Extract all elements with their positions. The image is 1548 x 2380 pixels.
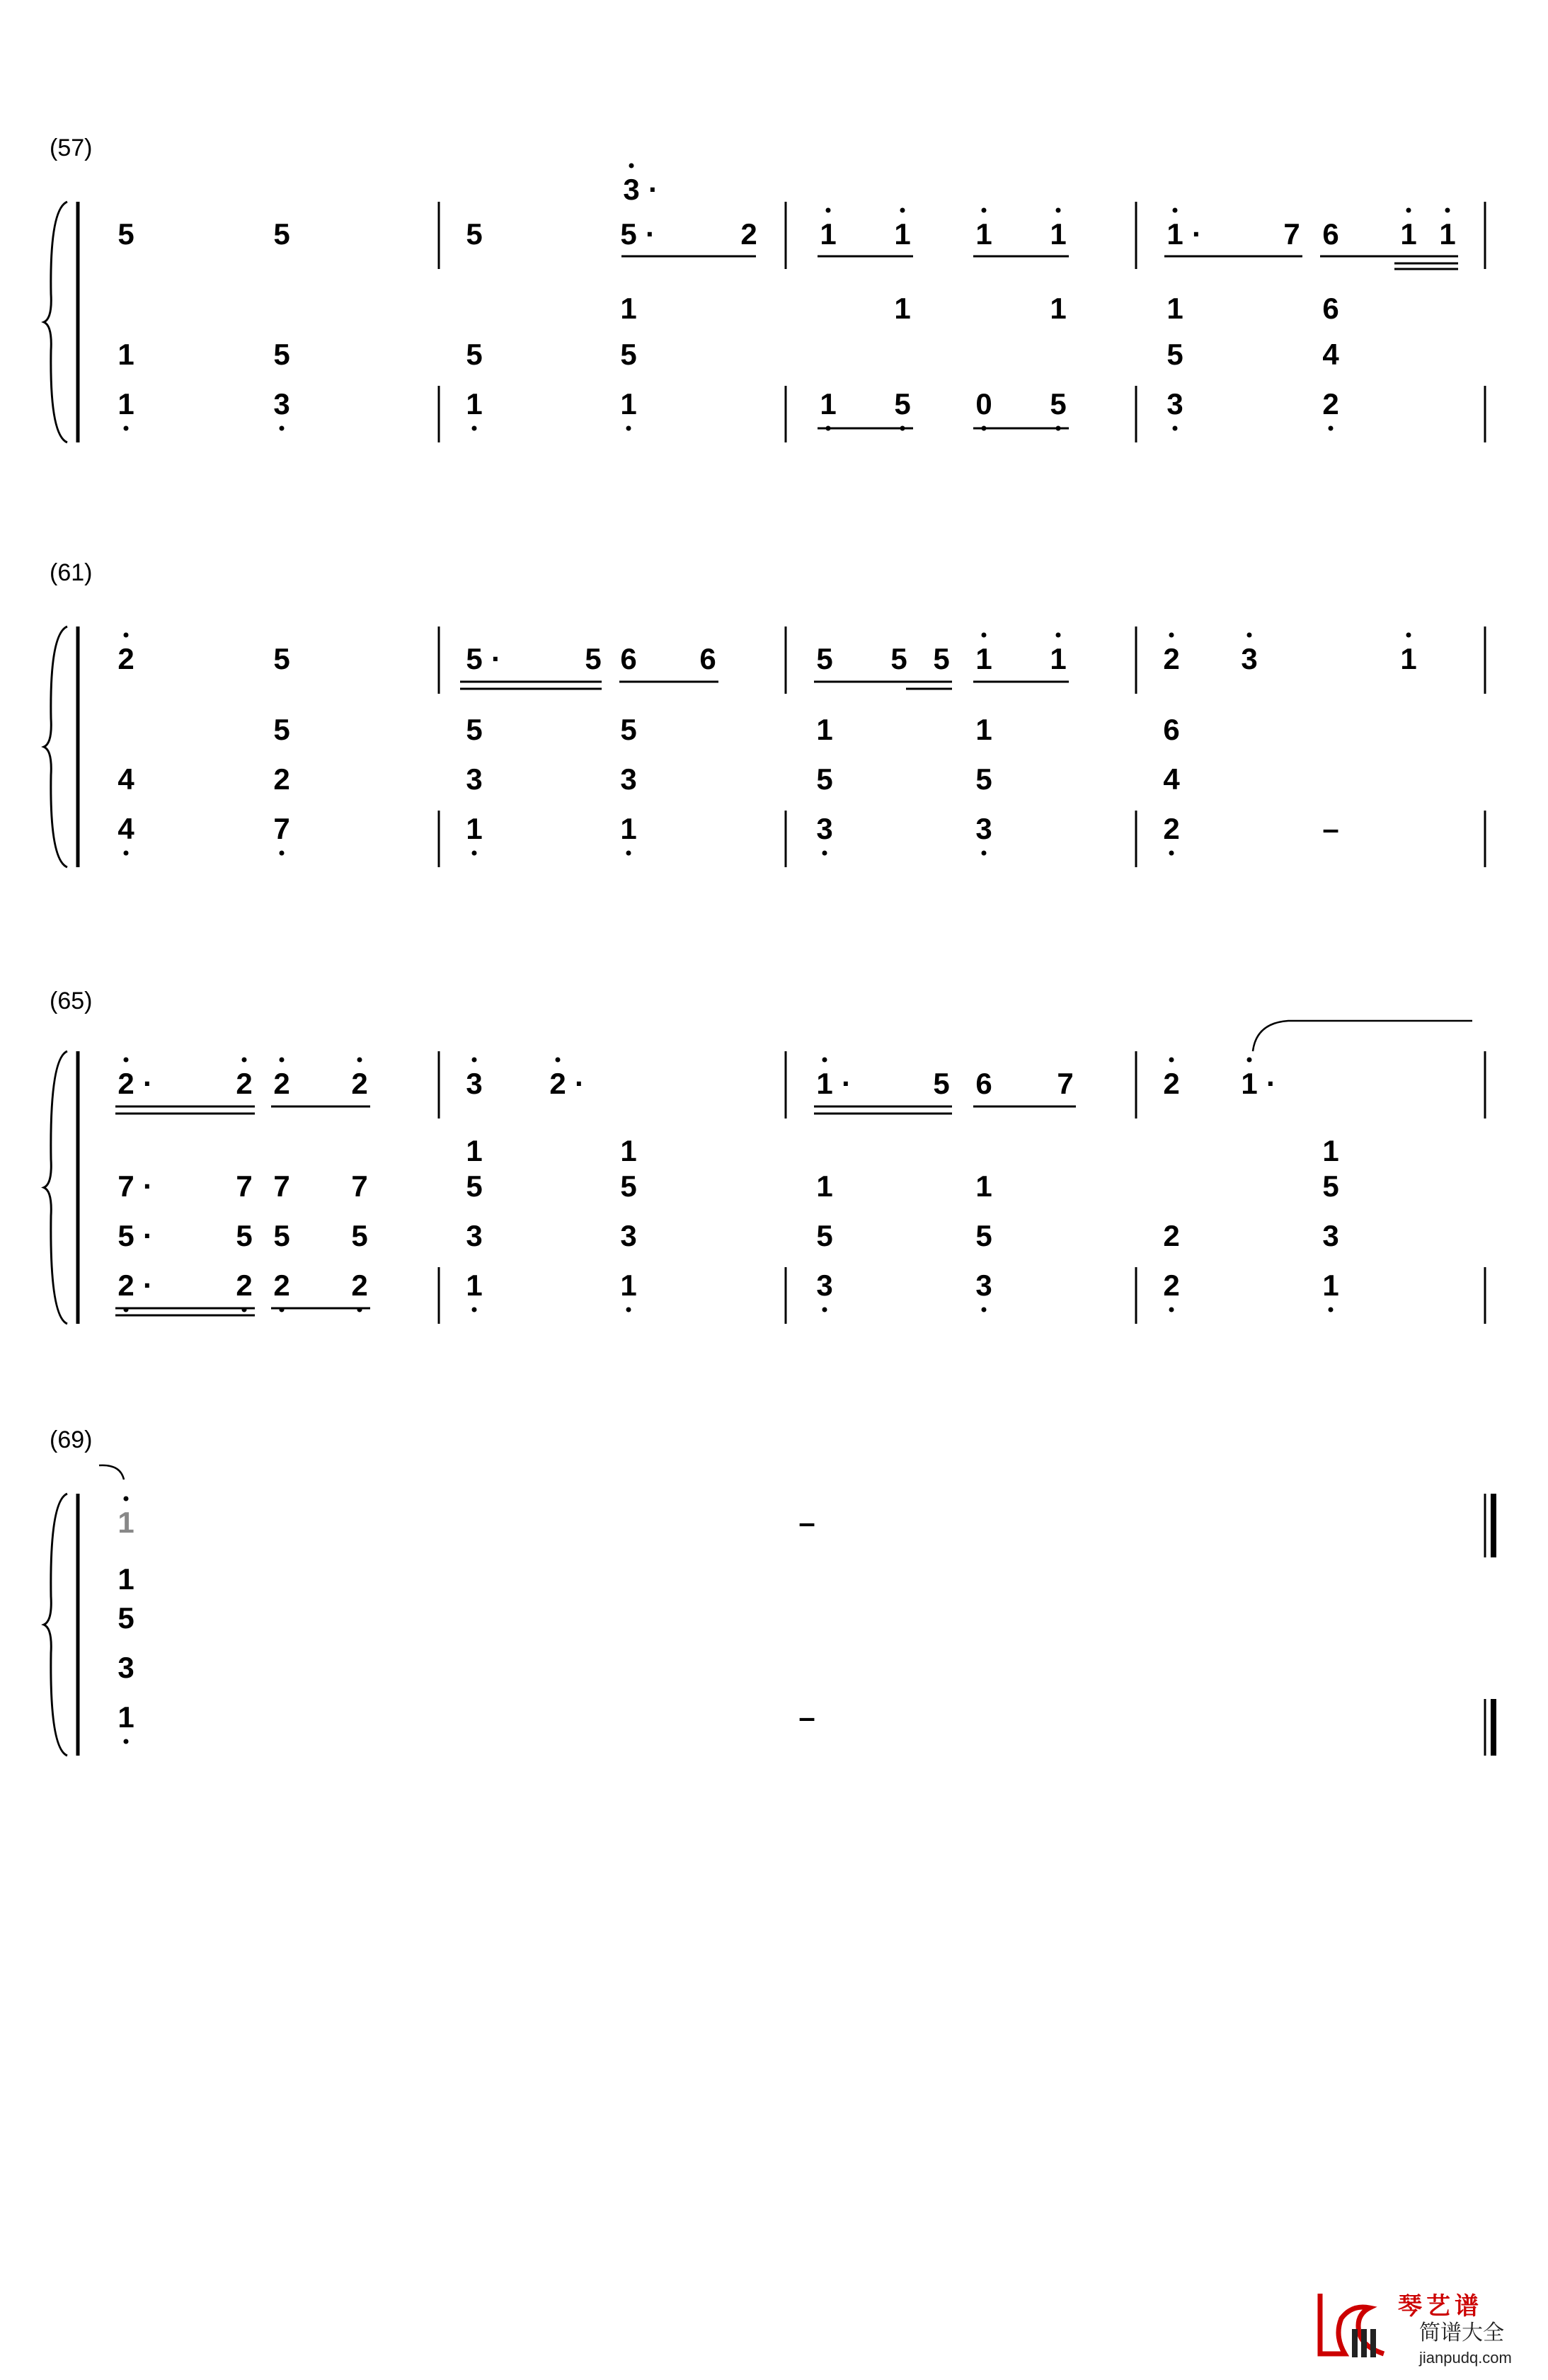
low-octave-dot — [1169, 1308, 1174, 1312]
measure-number: (69) — [50, 1426, 93, 1453]
augmentation-dot: · — [143, 1169, 153, 1203]
bass-note: 7 — [273, 812, 290, 845]
harmony-note: 3 — [466, 762, 483, 796]
brand-cn-text: 简谱大全 — [1419, 2321, 1504, 2345]
harmony-note: 2 — [1163, 1219, 1180, 1252]
melody-note: 1 — [975, 642, 992, 675]
bass-note: 5 — [1050, 387, 1067, 420]
bass-note: 5 — [894, 387, 911, 420]
augmentation-dot: · — [491, 642, 501, 675]
low-octave-dot — [1173, 426, 1178, 431]
harmony-note: 5 — [975, 762, 992, 796]
melody-note: 1 — [1439, 217, 1456, 251]
brand-url-text: jianpudq.com — [1419, 2349, 1512, 2367]
low-octave-dot — [280, 851, 285, 856]
octave-dot — [822, 1058, 827, 1063]
brace — [44, 1494, 67, 1756]
bass-note: 1 — [1322, 1269, 1339, 1302]
bass-note: – — [798, 1700, 815, 1734]
melody-note: – — [798, 1506, 815, 1539]
melody-note: 2 — [1163, 642, 1180, 675]
harmony-note: 5 — [351, 1219, 368, 1252]
augmentation-dot: · — [575, 1067, 585, 1100]
melody-note: 5 — [933, 642, 950, 675]
low-octave-dot — [472, 851, 477, 856]
harmony-note: 1 — [620, 1134, 637, 1167]
melody-note: 7 — [1283, 217, 1300, 251]
low-octave-dot — [1169, 851, 1174, 856]
bass-note: 3 — [1166, 387, 1183, 420]
slur — [1253, 1021, 1472, 1051]
low-octave-dot — [822, 1308, 827, 1312]
octave-dot — [280, 1058, 285, 1063]
melody-note: 5 — [620, 217, 637, 251]
melody-note: 2 — [1163, 1067, 1180, 1100]
melody-note: 2 — [351, 1067, 368, 1100]
melody-note: 5 — [890, 642, 907, 675]
augmentation-dot: · — [1266, 1067, 1276, 1100]
augmentation-dot: · — [842, 1067, 852, 1100]
harmony-note: 3 — [466, 1219, 483, 1252]
low-octave-dot — [982, 851, 987, 856]
octave-dot — [982, 633, 987, 638]
harmony-note: 1 — [117, 338, 134, 371]
harmony-note: 3 — [620, 762, 637, 796]
harmony-note: 7 — [351, 1169, 368, 1203]
piano-logo-icon — [1313, 2287, 1391, 2364]
low-octave-dot — [822, 851, 827, 856]
harmony-note: 5 — [816, 1219, 833, 1252]
melody-note: 5 — [273, 217, 290, 251]
melody-note: 1 — [1050, 217, 1067, 251]
harmony-note: 5 — [273, 1219, 290, 1252]
octave-dot — [357, 1058, 362, 1063]
harmony-note: 7 — [236, 1169, 253, 1203]
melody-note: 5 — [466, 642, 483, 675]
harmony-note: 1 — [117, 1562, 134, 1596]
melody-note: 5 — [466, 217, 483, 251]
melody-note: 6 — [975, 1067, 992, 1100]
harmony-note: 1 — [816, 1169, 833, 1203]
octave-dot — [1056, 208, 1061, 213]
harmony-note: 1 — [816, 713, 833, 746]
octave-dot — [124, 633, 129, 638]
melody-note: 1 — [1241, 1067, 1258, 1100]
octave-dot — [1169, 633, 1174, 638]
melody-note: 2 — [549, 1067, 566, 1100]
octave-dot — [629, 164, 634, 168]
harmony-note: 5 — [236, 1219, 253, 1252]
harmony-note: 5 — [273, 338, 290, 371]
harmony-note: 7 — [117, 1169, 134, 1203]
octave-dot — [1056, 633, 1061, 638]
bass-note: 2 — [1163, 1269, 1180, 1302]
low-octave-dot — [280, 426, 285, 431]
bass-note: 2 — [1163, 812, 1180, 845]
slur — [99, 1465, 124, 1480]
bass-note: 3 — [816, 812, 833, 845]
melody-note: 1 — [816, 1067, 833, 1100]
octave-dot — [124, 1497, 129, 1501]
melody-note: 5 — [117, 217, 134, 251]
harmony-note: 5 — [466, 1169, 483, 1203]
octave-dot — [1247, 633, 1252, 638]
octave-dot — [1247, 1058, 1252, 1063]
octave-dot — [1169, 1058, 1174, 1063]
low-octave-dot — [1329, 1308, 1334, 1312]
octave-dot — [556, 1058, 561, 1063]
harmony-note: 6 — [1322, 292, 1339, 325]
bass-note: 1 — [466, 812, 483, 845]
bass-note: 0 — [975, 387, 992, 420]
melody-note: 2 — [740, 217, 757, 251]
bass-note: 4 — [117, 812, 134, 845]
harmony-note: 4 — [1322, 338, 1339, 371]
low-octave-dot — [626, 426, 631, 431]
octave-dot — [1406, 633, 1411, 638]
harmony-note: 1 — [894, 292, 911, 325]
augmentation-dot: · — [646, 217, 655, 251]
melody-note: 2 — [236, 1067, 253, 1100]
bass-note: – — [1322, 812, 1339, 845]
bass-note: 3 — [273, 387, 290, 420]
melody-note: 6 — [1322, 217, 1339, 251]
harmony-note: 2 — [273, 762, 290, 796]
augmentation-dot: · — [143, 1219, 153, 1252]
harmony-note: 5 — [816, 762, 833, 796]
harmony-note: 1 — [466, 1134, 483, 1167]
bass-note: 1 — [620, 812, 637, 845]
harmony-note: 4 — [1163, 762, 1180, 796]
melody-note: 3 — [466, 1067, 483, 1100]
harmony-note: 3 — [117, 1651, 134, 1684]
octave-dot — [900, 208, 905, 213]
harmony-note: 5 — [466, 338, 483, 371]
harmony-note: 1 — [1050, 292, 1067, 325]
low-octave-dot — [472, 426, 477, 431]
melody-note: 3 — [1241, 642, 1258, 675]
melody-note: 6 — [620, 642, 637, 675]
harmony-note: 5 — [117, 1601, 134, 1635]
bass-note: 1 — [117, 1700, 134, 1734]
octave-dot — [124, 1058, 129, 1063]
augmentation-dot: · — [648, 173, 658, 206]
octave-dot — [1445, 208, 1450, 213]
octave-dot — [982, 208, 987, 213]
melody-note: 6 — [699, 642, 716, 675]
low-octave-dot — [124, 1739, 129, 1744]
harmony-note: 1 — [975, 1169, 992, 1203]
bass-note: 1 — [620, 1269, 637, 1302]
harmony-note: 5 — [1322, 1169, 1339, 1203]
melody-note: 2 — [273, 1067, 290, 1100]
bass-note: 2 — [273, 1269, 290, 1302]
melody-note: 1 — [1166, 217, 1183, 251]
harmony-note: 5 — [117, 1219, 134, 1252]
bass-note: 3 — [975, 1269, 992, 1302]
melody-note: 1 — [975, 217, 992, 251]
measure-number: (61) — [50, 559, 93, 586]
melody-note: 1 — [894, 217, 911, 251]
low-octave-dot — [472, 1308, 477, 1312]
harmony-note: 5 — [620, 713, 637, 746]
brace — [44, 202, 67, 442]
brand-top-text: 琴艺谱 — [1398, 2292, 1483, 2321]
bass-note: 2 — [117, 1269, 134, 1302]
octave-dot — [242, 1058, 247, 1063]
melody-note: 1 — [1400, 217, 1417, 251]
harmony-note: 5 — [620, 1169, 637, 1203]
augmentation-dot: · — [1192, 217, 1202, 251]
watermark-logo — [1313, 2287, 1540, 2375]
bass-note: 1 — [820, 387, 837, 420]
augmentation-dot: · — [143, 1269, 153, 1302]
melody-note: 1 — [1050, 642, 1067, 675]
measure-number: (57) — [50, 135, 93, 161]
low-octave-dot — [982, 1308, 987, 1312]
bass-note: 1 — [117, 387, 134, 420]
harmony-note: 5 — [975, 1219, 992, 1252]
bass-note: 2 — [351, 1269, 368, 1302]
melody-note: 5 — [585, 642, 602, 675]
harmony-note: 1 — [1166, 292, 1183, 325]
brace — [44, 1051, 67, 1324]
harmony-note: 5 — [273, 713, 290, 746]
melody-note: 5 — [933, 1067, 950, 1100]
bass-note: 2 — [1322, 387, 1339, 420]
augmentation-dot: · — [143, 1067, 153, 1100]
melody-note: 2 — [117, 642, 134, 675]
melody-note: 1 — [117, 1506, 134, 1539]
melody-note: 7 — [1057, 1067, 1074, 1100]
octave-dot — [1406, 208, 1411, 213]
harmony-note: 1 — [620, 292, 637, 325]
melody-note: 5 — [273, 642, 290, 675]
low-octave-dot — [626, 851, 631, 856]
bass-note: 3 — [816, 1269, 833, 1302]
harmony-note: 5 — [620, 338, 637, 371]
octave-dot — [1173, 208, 1178, 213]
octave-dot — [826, 208, 831, 213]
harmony-note: 5 — [1166, 338, 1183, 371]
melody-note: 2 — [117, 1067, 134, 1100]
melody-upper-note: 3 — [623, 173, 640, 206]
bass-note: 1 — [620, 387, 637, 420]
low-octave-dot — [124, 851, 129, 856]
melody-note: 1 — [1400, 642, 1417, 675]
low-octave-dot — [626, 1308, 631, 1312]
systems — [44, 135, 1493, 1756]
harmony-note: 4 — [117, 762, 134, 796]
harmony-note: 6 — [1163, 713, 1180, 746]
bass-note: 1 — [466, 1269, 483, 1302]
harmony-note: 1 — [975, 713, 992, 746]
low-octave-dot — [124, 426, 129, 431]
harmony-note: 1 — [1322, 1134, 1339, 1167]
melody-note: 5 — [816, 642, 833, 675]
harmony-note: 3 — [1322, 1219, 1339, 1252]
brace — [44, 627, 67, 867]
bass-note: 3 — [975, 812, 992, 845]
harmony-note: 3 — [620, 1219, 637, 1252]
bass-note: 2 — [236, 1269, 253, 1302]
harmony-note: 7 — [273, 1169, 290, 1203]
melody-note: 1 — [820, 217, 837, 251]
bass-note: 1 — [466, 387, 483, 420]
measure-number: (65) — [50, 988, 93, 1014]
harmony-note: 5 — [466, 713, 483, 746]
octave-dot — [472, 1058, 477, 1063]
low-octave-dot — [1329, 426, 1334, 431]
